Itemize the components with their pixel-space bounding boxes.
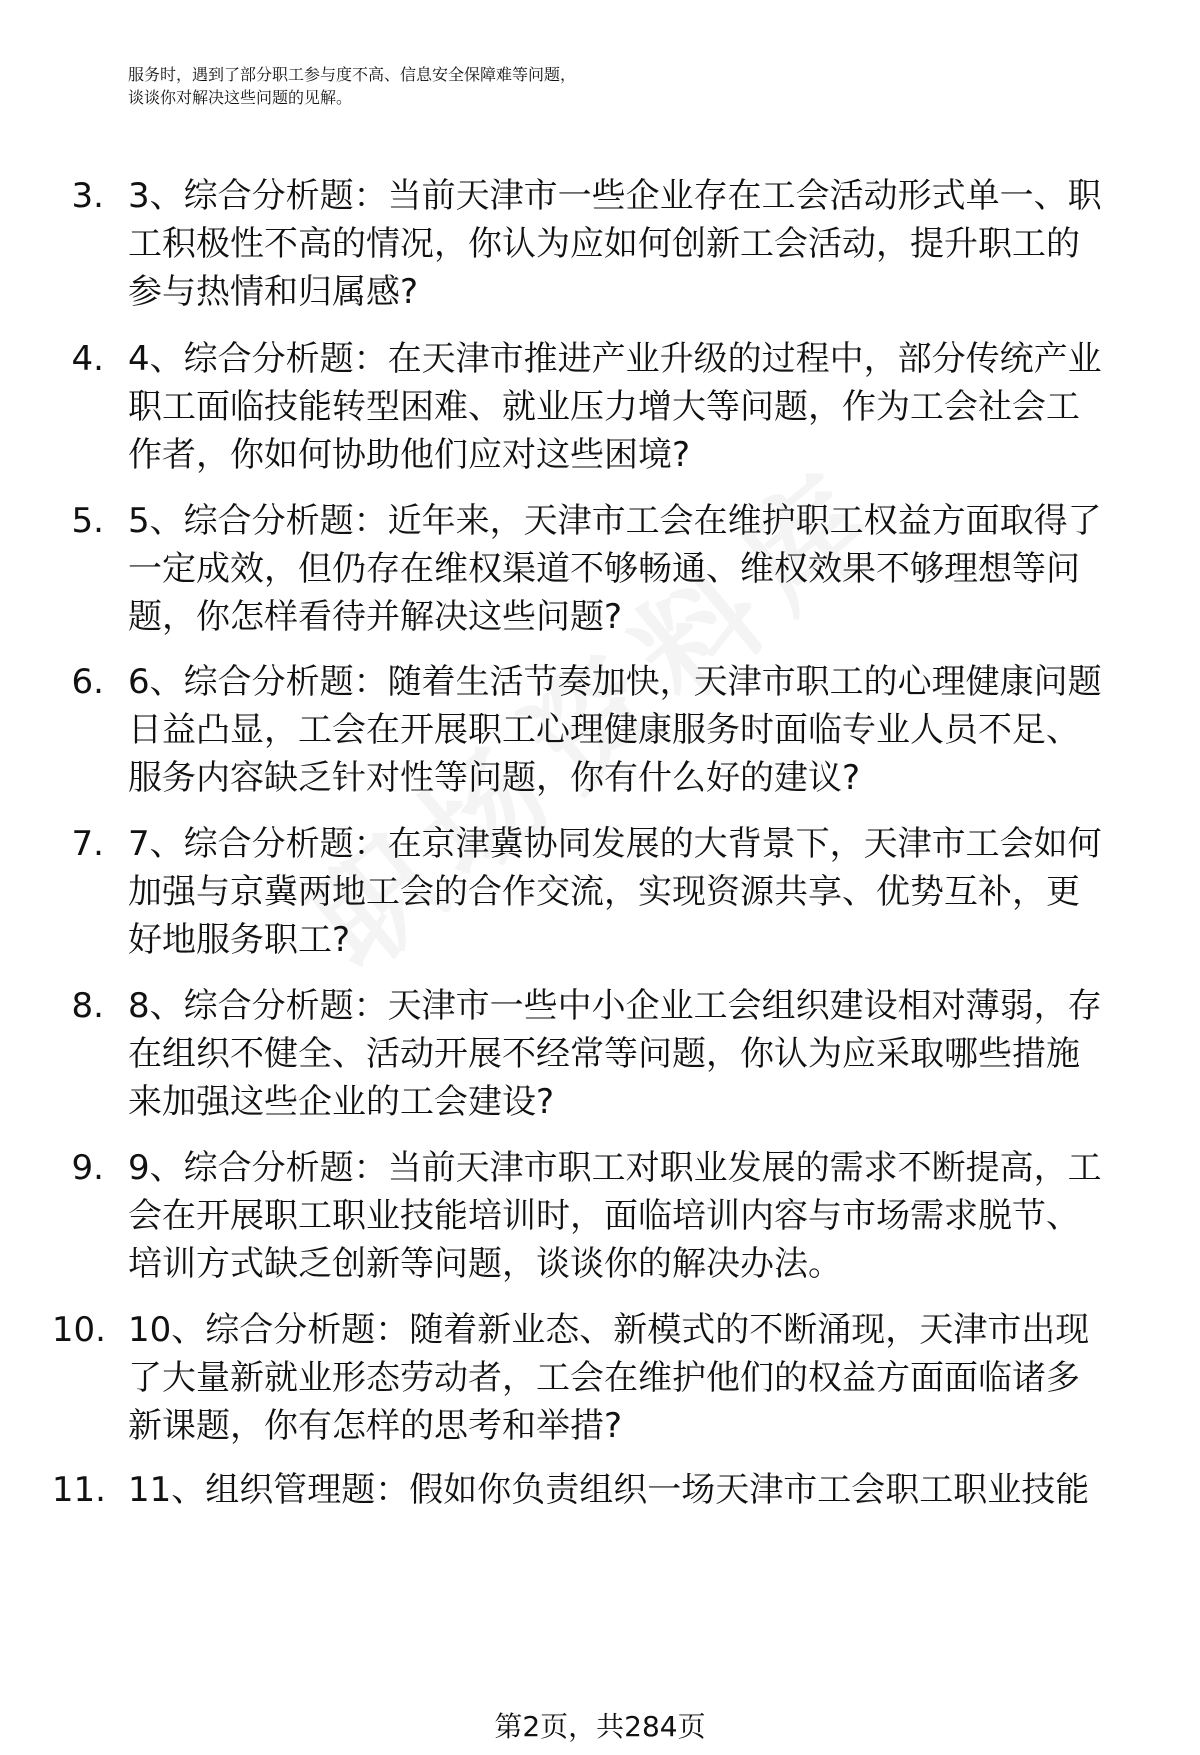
question-line: 在组织不健全、活动开展不经常等问题，你认为应采取哪些措施: [128, 1034, 1080, 1074]
question-number: 6.: [71, 662, 104, 702]
question-line: 作者，你如何协助他们应对这些困境?: [128, 435, 691, 475]
question-line: 一定成效，但仍存在维权渠道不够畅通、维权效果不够理想等问: [128, 549, 1080, 589]
question-text: [128, 1466, 1168, 1514]
question-line: 新课题，你有怎样的思考和举措?: [128, 1406, 623, 1446]
question-line: 加强与京冀两地工会的合作交流，实现资源共享、优势互补，更: [128, 872, 1080, 912]
intro-line: 谈谈你对解决这些问题的见解。: [128, 88, 353, 107]
question-number: 8.: [71, 986, 104, 1026]
question-line: 培训方式缺乏创新等问题，谈谈你的解决办法。: [128, 1244, 842, 1284]
question-number: 5.: [71, 501, 104, 541]
question-number: 4.: [71, 339, 104, 379]
question-text: [128, 172, 1168, 316]
question-text: [128, 497, 1168, 641]
question-number: 10.: [51, 1310, 106, 1350]
question-line: 8、综合分析题：天津市一些中小企业工会组织建设相对薄弱，存: [128, 986, 1102, 1026]
question-text: [128, 982, 1168, 1126]
question-text: [128, 820, 1168, 964]
question-line: 4、综合分析题：在天津市推进产业升级的过程中，部分传统产业: [128, 339, 1102, 379]
question-line: 6、综合分析题：随着生活节奏加快，天津市职工的心理健康问题: [128, 662, 1102, 702]
question-text: [128, 658, 1168, 802]
intro-paragraph: [128, 62, 1168, 108]
question-number: 3.: [71, 176, 104, 216]
question-line: 10、综合分析题：随着新业态、新模式的不断涌现，天津市出现: [128, 1310, 1090, 1350]
question-line: 题，你怎样看待并解决这些问题?: [128, 597, 623, 637]
question-line: 参与热情和归属感?: [128, 272, 419, 312]
question-line: 了大量新就业形态劳动者，工会在维护他们的权益方面面临诸多: [128, 1358, 1080, 1398]
page-footer: 第2页，共284页: [494, 1710, 706, 1743]
question-line: 7、综合分析题：在京津冀协同发展的大背景下，天津市工会如何: [128, 824, 1102, 864]
intro-line: 服务时，遇到了部分职工参与度不高、信息安全保障难等问题，: [128, 65, 577, 84]
question-line: 9、综合分析题：当前天津市职工对职业发展的需求不断提高，工: [128, 1148, 1102, 1188]
question-text: [128, 1144, 1168, 1288]
question-line: 服务内容缺乏针对性等问题，你有什么好的建议?: [128, 758, 861, 798]
question-line: 好地服务职工?: [128, 920, 351, 960]
question-number: 7.: [71, 824, 104, 864]
question-line: 来加强这些企业的工会建设?: [128, 1082, 555, 1122]
question-text: [128, 335, 1168, 479]
question-number: 9.: [71, 1148, 104, 1188]
question-line: 3、综合分析题：当前天津市一些企业存在工会活动形式单一、职: [128, 176, 1102, 216]
question-line: 日益凸显，工会在开展职工心理健康服务时面临专业人员不足、: [128, 710, 1080, 750]
question-line: 5、综合分析题：近年来，天津市工会在维护职工权益方面取得了: [128, 501, 1102, 541]
question-number: 11.: [51, 1470, 106, 1510]
question-line: 工积极性不高的情况，你认为应如何创新工会活动，提升职工的: [128, 224, 1080, 264]
question-line: 会在开展职工职业技能培训时，面临培训内容与市场需求脱节、: [128, 1196, 1080, 1236]
question-line: 职工面临技能转型困难、就业压力增大等问题，作为工会社会工: [128, 387, 1080, 427]
question-text: [128, 1306, 1168, 1450]
question-line: 11、组织管理题：假如你负责组织一场天津市工会职工职业技能: [128, 1470, 1090, 1510]
